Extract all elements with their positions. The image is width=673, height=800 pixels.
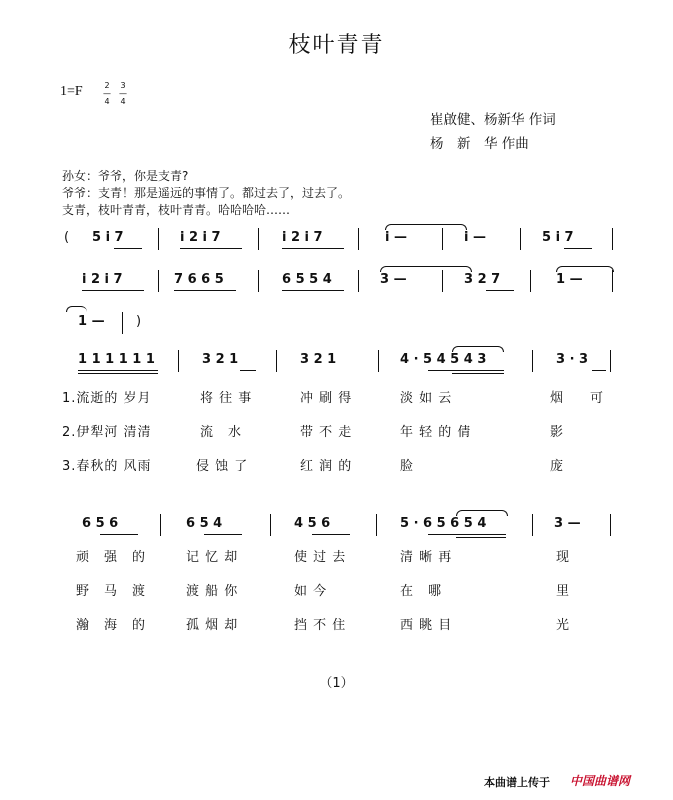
lyric-cell: 使 过 去 [294,550,347,565]
lyric-cell: 野 马 渡 [76,584,147,599]
measure: 4 · 5 4 5 4 3 [400,352,487,367]
intro-line: 爷爷：支青！那是遥远的事情了。都过去了，过去了。 [62,186,351,200]
barline [270,514,271,536]
measure: 4 5 6 [294,516,331,531]
lyric-cell: 3.春秋的 风雨 [62,459,152,474]
underline [282,290,344,291]
lyric-cell: 现 [556,550,571,565]
time-signature-3-4: 3 — 4 [119,81,127,106]
underline [282,248,344,249]
barline [358,228,359,250]
measure: 5 i 7 [542,230,574,245]
lyric-cell: 西 眺 目 [400,618,453,633]
measure: 3 2 7 [464,272,501,287]
measure: 6 5 4 [186,516,223,531]
lyric-cell: 年 轻 的 倩 [400,425,472,440]
barline [276,350,277,372]
barline [442,270,443,292]
barline [532,350,533,372]
barline [378,350,379,372]
song-title: 枝叶青青 [288,33,385,58]
measure: 3 — [554,516,581,531]
lyric-cell: 如 今 [294,584,328,599]
measure: 7 6 6 5 [174,272,224,287]
underline [312,534,350,535]
lyric-cell: 挡 不 住 [294,618,347,633]
lyric-cell: 将 往 事 [200,391,253,406]
underline [204,534,242,535]
time-signature-2-4: 2 — 4 [103,81,111,106]
lyric-cell: 在 哪 [400,584,443,599]
barline [612,270,613,292]
measure: 3 — [380,272,407,287]
lyric-cell: 冲 刷 得 [300,391,353,406]
intro-line: 支青，枝叶青青，枝叶青青。哈哈哈哈…… [62,203,291,217]
score-row-4 [0,350,673,390]
measure: 3 2 1 [300,352,337,367]
measure: i 2 i 7 [282,230,323,245]
barline [610,514,611,536]
score-row-2 [0,270,673,310]
underline [174,290,236,291]
barline [530,270,531,292]
lyric-cell: 可 [590,391,605,406]
measure: 1 1 1 1 1 1 [78,352,155,367]
underline [240,370,256,371]
lyricists: 崔啟健、杨新华 作词 [430,112,556,128]
underline [486,290,514,291]
barline [158,228,159,250]
barline [258,270,259,292]
lyric-cell: 里 [556,584,571,599]
lyric-cell: 清 晰 再 [400,550,453,565]
barline [122,312,123,334]
measure: 3 · 3 [556,352,589,367]
underline [592,370,606,371]
barline [158,270,159,292]
lyric-cell: 带 不 走 [300,425,353,440]
score-paren: ( [64,230,70,245]
underline [114,248,142,249]
measure: i 2 i 7 [82,272,123,287]
lyric-cell: 光 [556,618,571,633]
measure: 5 · 6 5 6 5 4 [400,516,487,531]
barline [160,514,161,536]
measure: 3 2 1 [202,352,239,367]
composer: 杨 新 华 作曲 [430,136,529,152]
lyric-cell: 2.伊犁河 清清 [62,425,152,440]
lyric-cell: 庞 [550,459,565,474]
barline [358,270,359,292]
lyric-cell: 脸 [400,459,415,474]
intro-dialogue [62,168,350,219]
key-signature: 1=F [60,84,83,99]
lyric-cell: 侵 蚀 了 [196,459,249,474]
lyric-cell: 记 忆 却 [186,550,239,565]
lyric-cell: 影 [550,425,565,440]
score-row-1 [0,228,673,268]
barline [376,514,377,536]
lyric-cell: 淡 如 云 [400,391,453,406]
underline [428,534,506,535]
underline [456,537,506,538]
lyric-cell: 1.流逝的 岁月 [62,391,152,406]
credits [430,108,556,156]
lyric-cell: 渡 船 你 [186,584,239,599]
barline [520,228,521,250]
barline [610,350,611,372]
underline [452,373,504,374]
underline [564,248,592,249]
barline [612,228,613,250]
footer-text: 本曲谱上传于 [484,776,550,789]
underline [100,534,138,535]
measure: i — [464,230,486,245]
score-paren: ) [136,314,142,329]
underline [78,370,158,371]
lyric-cell: 瀚 海 的 [76,618,147,633]
lyric-cell: 流 水 [200,425,243,440]
measure: 1 — [556,272,583,287]
measure: i 2 i 7 [180,230,221,245]
underline [82,290,144,291]
underline [180,248,242,249]
barline [258,228,259,250]
page-number: （1） [319,676,354,691]
intro-line: 孙女：爷爷，你是支青? [62,169,189,183]
lyric-cell: 红 润 的 [300,459,353,474]
measure: 1 — [78,314,105,329]
site-logo: 中国曲谱网 [570,774,631,788]
lyric-cell: 顽 强 的 [76,550,147,565]
tie [66,306,87,312]
score-row-3 [0,312,673,352]
measure: i — [385,230,407,245]
barline [532,514,533,536]
underline [428,370,504,371]
barline [442,228,443,250]
barline [178,350,179,372]
measure: 6 5 5 4 [282,272,332,287]
measure: 6 5 6 [82,516,119,531]
measure: 5 i 7 [92,230,124,245]
lyric-cell: 孤 烟 却 [186,618,239,633]
underline [78,373,158,374]
lyric-cell: 烟 [550,391,565,406]
